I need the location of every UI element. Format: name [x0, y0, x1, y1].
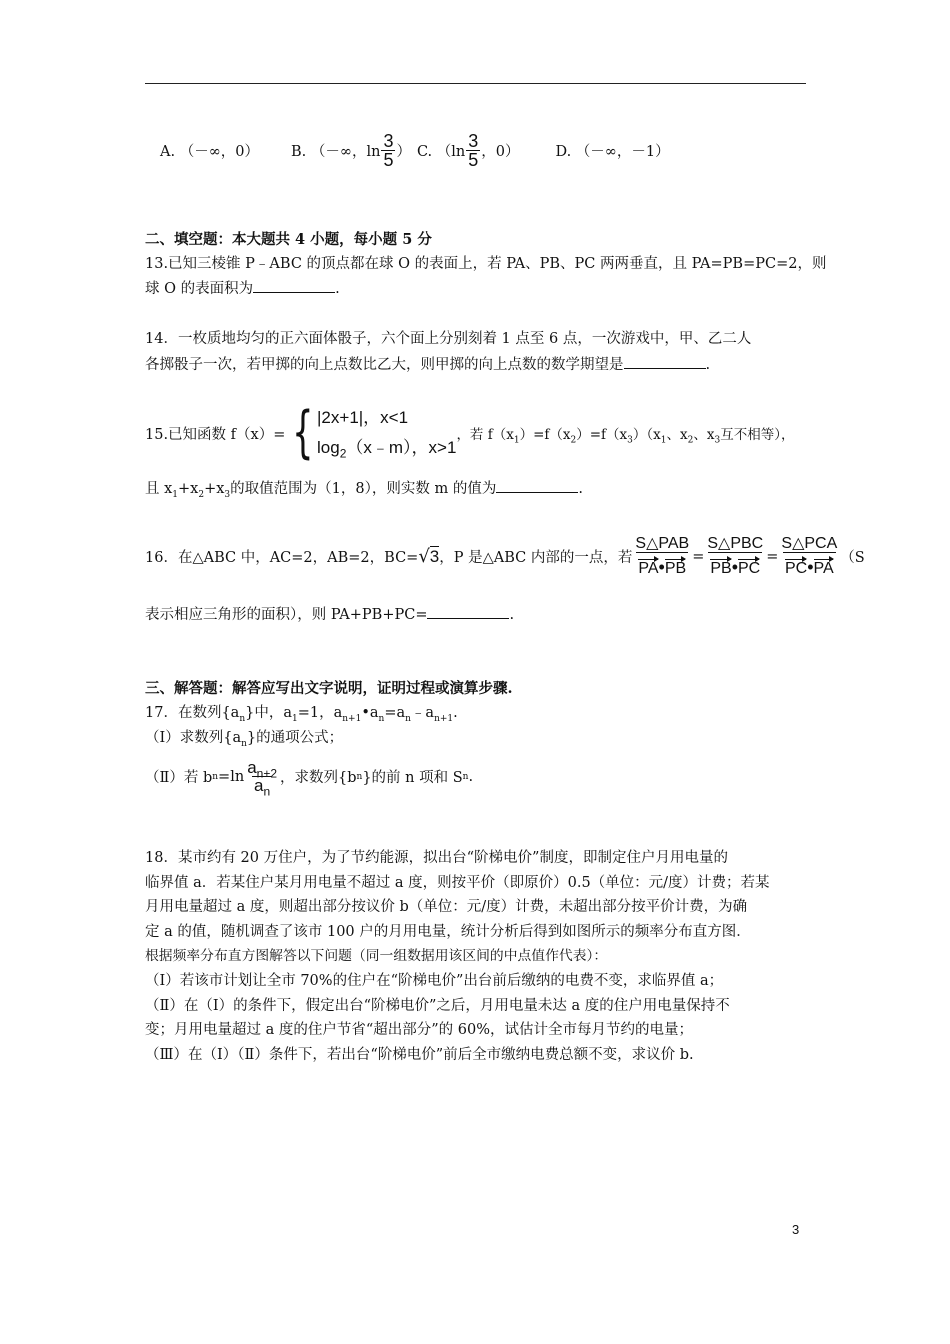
q17-part2: （Ⅱ）若 b n =ln $\frac{a_{n+2}}{a_n}$ ，求数列{b n }的前 n 项和 S n . — [145, 758, 474, 799]
option-c: C. （ln $\frac{3}{5}$ ，0） — [416, 131, 520, 170]
case-1: |2x+1|，x<1 — [317, 408, 409, 427]
section-3-title: 三、解答题：解答应写出文字说明，证明过程或演算步骤. — [145, 680, 513, 697]
q18-line: （Ⅰ）若该市计划让全市 70%的住户在“阶梯电价”出台前后缴纳的电费不变，求临界值 a； — [145, 972, 724, 989]
q16-line1: 16．在△ABC 中，AC=2，AB=2，BC= √ 3 ，P 是△ABC 内部的一点，若 $\frac{\text{S△PAB}}{PA•PB}$ = $\frac{\text{S△PBC}}{PB•PC}$ = $\frac{\text{S△PCA}}{PC•PA}$ （S — [145, 535, 865, 577]
ratio-fraction-pca: $\frac{\text{S△PCA}}{PC•PA}$ — [781, 535, 838, 577]
ratio-fraction-pab: $\frac{\text{S△PAB}}{PA•PB}$ — [635, 535, 690, 577]
q18-line: 月用电量超过 a 度，则超出部分按议价 b（单位：元/度）计费，未超出部分按平价计费，为确 — [145, 899, 748, 916]
q18-line: 变；月用电量超过 a 度的住户节省“超出部分”的 60%，试估计全市每月节约的电量； — [145, 1022, 694, 1039]
option-a: A. （－∞，0） — [160, 144, 259, 160]
q18-line: 临界值 a．若某住户某月用电量不超过 a 度，则按平价（即原价）0.5（单位：元/度）计费；若某 — [145, 874, 770, 891]
q18-body — [145, 846, 770, 1067]
q18-line: 根据频率分布直方图解答以下问题（同一组数据用该区间的中点值作代表）： — [145, 948, 608, 965]
sqrt-icon: √ — [418, 546, 430, 567]
ratio-fraction-pbc: $\frac{\text{S△PBC}}{PB•PC}$ — [707, 535, 764, 577]
answer-blank — [624, 354, 706, 369]
answer-options — [160, 132, 670, 169]
q18-line: （Ⅲ）在（Ⅰ）（Ⅱ）条件下，若出台“阶梯电价”前后全市缴纳电费总额不变，求议价 b. — [145, 1046, 694, 1063]
q18-line: 18．某市约有 20 万住户，为了节约能源，拟出台“阶梯电价”制度，即制定住户月用电量的 — [145, 850, 728, 866]
q16-line2: 表示相应三角形的面积），则 PA+PB+PC= . — [145, 603, 514, 624]
q17-line1: 17．在数列$\{a_n\}$中，$a_1=1$，$a_{n+1}•a_n=a_n﹣a_{n+1}$. — [145, 705, 458, 724]
option-d: D. （－∞，－1） — [555, 144, 670, 160]
q15-line2: 且 $x_1+x_2+x_3$的取值范围为（1，8），则实数 m 的值为 . — [145, 477, 583, 498]
case-2: $\log_2(x﹣m)$，x>1 — [317, 438, 457, 461]
q15-line1: 15.已知函数 f（x）= { |2x+1|，x<1 $\log_2(x﹣m)$，x>1 ，若 $f(x_1)=f(x_2)=f(x_3)(x_1$、$x_2$、$x_3$互不相等）， — [145, 400, 795, 465]
page-number: 3 — [792, 1222, 800, 1237]
q13-line2: 球 O 的表面积为 . — [145, 277, 340, 298]
q18-line: （Ⅱ）在（Ⅰ）的条件下，假定出台“阶梯电价”之后，月用电量未达 a 度的住户用电量保持不 — [145, 997, 730, 1014]
answer-blank — [253, 278, 335, 293]
q13-line1: 13.已知三棱锥 P﹣ABC 的顶点都在球 O 的表面上，若 PA、PB、PC 两两垂直，且 PA=PB=PC=2，则 — [145, 256, 827, 272]
header-rule — [145, 83, 806, 84]
fraction-an2-an: $\frac{a_{n+2}}{a_n}$ — [247, 758, 278, 799]
section-2-title: 二、填空题：本大题共 4 小题，每小题 5 分 — [145, 231, 432, 248]
option-b: B. （－∞，ln $\frac{3}{5}$ ） — [291, 131, 411, 170]
q17-part1: （Ⅰ）求数列$\{a_n\}$的通项公式； — [145, 730, 344, 749]
q14-line1: 14．一枚质地均匀的正六面体骰子，六个面上分别刻着 1 点至 6 点，一次游戏中，甲、乙二人 — [145, 331, 752, 347]
answer-blank — [427, 604, 509, 619]
left-brace-icon: { — [292, 400, 314, 465]
q18-line: 定 a 的值，随机调查了该市 100 户的月用电量，统计分析后得到如图所示的频率分布直方图． — [145, 923, 751, 940]
piecewise-cases — [317, 403, 456, 463]
fraction-3-5: $\frac{3}{5}$ — [468, 131, 479, 170]
answer-blank — [496, 478, 578, 493]
q14-line2: 各掷骰子一次，若甲掷的向上点数比乙大，则甲掷的向上点数的数学期望是 . — [145, 353, 710, 374]
fraction-3-5: $\frac{3}{5}$ — [383, 131, 394, 170]
